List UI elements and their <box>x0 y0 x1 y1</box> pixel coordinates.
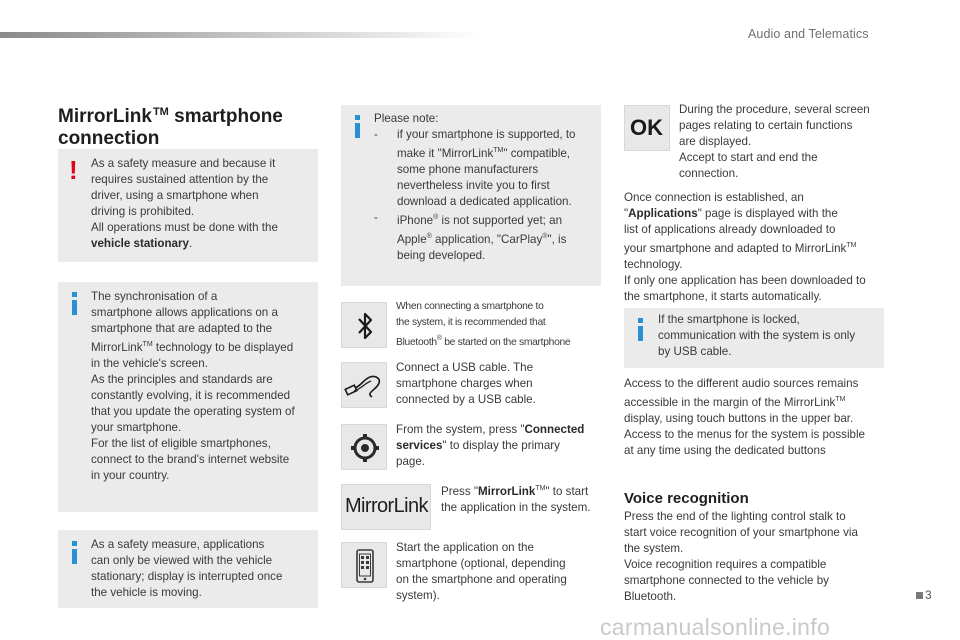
info-icon <box>70 292 80 316</box>
ok-button-icon-box <box>624 105 670 151</box>
mirrorlink-logo-box <box>341 484 431 530</box>
info-icon <box>70 541 80 565</box>
access-text: Access to the different audio sources remains accessible in the margin of the MirrorLink™ display, using touch buttons in the upper bar. Access to the menus for the system is possible at any time using the dedicated buttons <box>624 377 865 457</box>
safety-info-text: As a safety measure, applications can only be viewed with the vehicle stationary; display is interrupted once the vehicle is moving. <box>91 538 283 599</box>
warning-icon: ! <box>69 155 78 185</box>
usb-cable-icon-box <box>341 362 387 408</box>
connection-established-text: Once connection is established, an "Applications" page is displayed with the list of applications already downloaded to your smartphone and adapted to MirrorLink™ technology. If only one application has been downloaded to the smartphone, it starts automatically. <box>624 191 866 303</box>
warning-text: As a safety measure and because it requires sustained attention by the driver, using a smartphone when driving is prohibited. All operations must be done with the vehicle stationary. <box>91 157 278 250</box>
page-number: 3 <box>916 588 932 602</box>
info-icon <box>353 115 363 139</box>
info-icon <box>636 318 646 342</box>
mirrorlink-step-text: Press "MirrorLink™" to start the application in the system. <box>441 485 591 514</box>
note-text: Please note: - if your smartphone is supported, to make it "MirrorLink™" compatible, some phone manufacturers nevertheless invite you to first download a dedicated application. - iPhone® is not supported yet; an Apple® application, "CarPlay®", is being developed. <box>374 112 576 262</box>
connected-services-icon <box>342 425 388 471</box>
sync-info-box <box>58 282 318 512</box>
bluetooth-step-text: When connecting a smartphone to the system, it is recommended that Bluetooth® be started on the smartphone <box>396 301 571 348</box>
voice-recognition-heading: Voice recognition <box>624 490 749 507</box>
voice-recognition-text: Press the end of the lighting control stalk to start voice recognition of your smartphone via the system. Voice recognition requires a compatible smartphone connected to the vehicle by Bluetooth. <box>624 510 858 603</box>
page-title: MirrorLink™ smartphone connection <box>58 106 283 149</box>
locked-info-text: If the smartphone is locked, communication with the system is only by USB cable. <box>658 313 856 358</box>
bluetooth-icon-box <box>341 302 387 348</box>
locked-info-box <box>624 308 884 368</box>
warning-box <box>58 149 318 262</box>
sync-info-text: The synchronisation of a smartphone allows applications on a smartphone that are adapted to the MirrorLink™ technology to be displayed in the vehicle's screen. As the principles and standards are constantly evolving, it is recommended that you update the operating system of your smartphone. For the list of eligible smartphones, connect to the brand's internet website in your country. <box>91 290 295 482</box>
bluetooth-icon <box>342 303 388 349</box>
mirrorlink-logo: MirrorLink <box>345 495 428 517</box>
watermark: carmanualsonline.info <box>600 614 831 640</box>
header-gradient-bar <box>0 32 480 38</box>
ok-icon: OK <box>630 115 663 140</box>
connected-services-step-text: From the system, press "Connected services" to display the primary page. <box>396 423 585 468</box>
ok-step-text: During the procedure, several screen pages relating to certain functions are displayed. Accept to start and end the connection. <box>679 103 870 180</box>
usb-step-text: Connect a USB cable. The smartphone charges when connected by a USB cable. <box>396 361 536 406</box>
safety-info-box <box>58 530 318 608</box>
section-header: Audio and Telematics <box>748 27 869 41</box>
usb-cable-icon <box>342 363 388 409</box>
note-box <box>341 105 601 286</box>
connected-services-icon-box <box>341 424 387 470</box>
start-app-step-text: Start the application on the smartphone (optional, depending on the smartphone and operating system). <box>396 541 567 602</box>
smartphone-icon-box <box>341 542 387 588</box>
smartphone-icon <box>342 543 388 589</box>
page-marker-icon <box>916 592 923 599</box>
